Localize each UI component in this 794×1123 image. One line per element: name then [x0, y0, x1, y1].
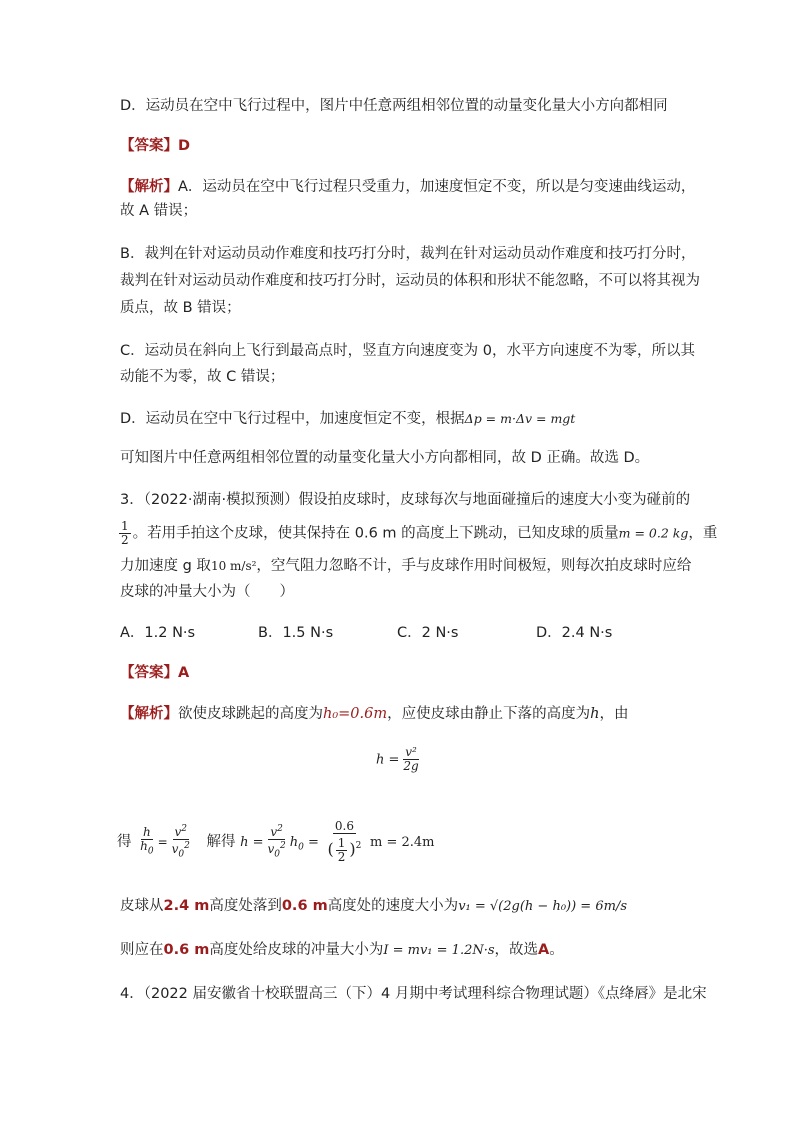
q3-fall-speed: 皮球从2.4 m高度处落到0.6 m高度处的速度大小为v₁ = √(2g(h − h₀)) = 6m/s	[120, 898, 627, 914]
q2-analysis-a-line2: 故 A 错误；	[120, 203, 198, 219]
answer-label: 【答案】	[120, 138, 178, 154]
h0-value: h₀=0.6m	[323, 706, 388, 722]
q2-analysis-d-line1: D．运动员在空中飞行过程中，加速度恒定不变，根据Δp = m·Δv = mgt	[120, 411, 576, 427]
fraction-0-6-over-half-squared: 0.6 ( $\frac{1}{2}$ )$^2$	[327, 819, 362, 864]
ratio-h-h0: $\frac{h}{h_0}$	[140, 824, 154, 857]
derivation-line: 得 $\frac{h}{h_0}$ = $\frac{v^2}{v_0^2}$ 解得 h = $\frac{v^2}{v_0^2}$ $h_0$ = 0.6 ( $\frac{1}{2}$ )$^2$ m = 2.4m	[117, 819, 435, 864]
q4-stem-line1: 4．（2022 届安徽省十校联盟高三（下）4 月期中考试理科综合物理试题）《点绛唇》是北宋	[120, 986, 707, 1002]
q2-analysis-b-line2: 裁判在针对运动员动作难度和技巧打分时，运动员的体积和形状不能忽略，不可以将其视为	[120, 273, 700, 289]
fall-speed-formula: v₁ = √(2g(h − h₀)) = 6m/s	[458, 899, 627, 914]
answer-value: D	[178, 138, 191, 154]
q2-answer	[120, 136, 190, 156]
analysis-label: 【解析】	[120, 179, 178, 195]
impulse-formula: I = mv₁ = 1.2N·s	[383, 943, 495, 958]
q2-analysis-c-line1: C．运动员在斜向上飞行到最高点时，竖直方向速度变为 0，水平方向速度不为零，所以其	[120, 343, 695, 359]
q3-option-b: B．1.5 N·s	[258, 625, 334, 641]
q2-option-d: D．运动员在空中飞行过程中，图片中任意两组相邻位置的动量变化量大小方向都相同	[120, 98, 668, 114]
q3-stem-line1: 3．（2022·湖南·模拟预测）假设拍皮球时，皮球每次与地面碰撞后的速度大小变为碰前的	[120, 492, 691, 508]
q2-analysis-c-line2: 动能不为零，故 C 错误；	[120, 369, 285, 385]
fraction-one-half: $\frac{1}{2}$	[121, 519, 129, 547]
mass-value: m = 0.2 kg	[618, 525, 689, 541]
q3-option-d: D．2.4 N·s	[536, 625, 613, 641]
analysis-label: 【解析】	[120, 706, 178, 722]
answer-label: 【答案】	[120, 665, 178, 681]
derivation-result: m = 2.4m	[370, 835, 435, 850]
q2-analysis-b-line1: B．裁判在针对运动员动作难度和技巧打分时，裁判在针对运动员动作难度和技巧打分时，	[120, 246, 696, 262]
gravity-value: 10 m/s²	[210, 559, 257, 573]
q3-analysis-line1: 【解析】欲使皮球跳起的高度为h₀=0.6m，应使皮球由静止下落的高度为h，由	[120, 706, 629, 722]
q3-stem-line2: $\frac{1}{2}$ 。若用手拍这个皮球，使其保持在 0.6 m 的高度上下跳动，已知皮球的质量m = 0.2 kg，重	[121, 519, 718, 547]
q2-analysis-a-line1: 【解析】A．运动员在空中飞行过程只受重力，加速度恒定不变，所以是匀变速曲线运动，	[120, 179, 696, 195]
q3-option-c: C．2 N·s	[397, 625, 459, 641]
momentum-formula: Δp = m·Δv = mgt	[464, 411, 576, 426]
q3-stem-line3: 力加速度 g 取10 m/s²，空气阻力忽略不计，手与皮球作用时间极短，则每次拍皮球时应给	[120, 558, 692, 574]
answer-value: A	[178, 665, 190, 681]
q3-stem-line4: 皮球的冲量大小为（ ）	[120, 584, 294, 600]
q3-answer	[120, 663, 189, 683]
equation-height: h = $\frac{\text{v²}}{2g}$	[376, 745, 419, 773]
ratio-v-v0: $\frac{v^2}{v_0^2}$	[171, 823, 190, 860]
q3-impulse: 则应在0.6 m高度处给皮球的冲量大小为I = mv₁ = 1.2N·s，故选A。	[120, 942, 564, 958]
q2-analysis-b-line3: 质点，故 B 错误；	[120, 300, 241, 316]
q3-option-a: A．1.2 N·s	[120, 625, 196, 641]
q2-conclusion: 可知图片中任意两组相邻位置的动量变化量大小方向都相同，故 D 正确。故选 D。	[120, 450, 650, 466]
